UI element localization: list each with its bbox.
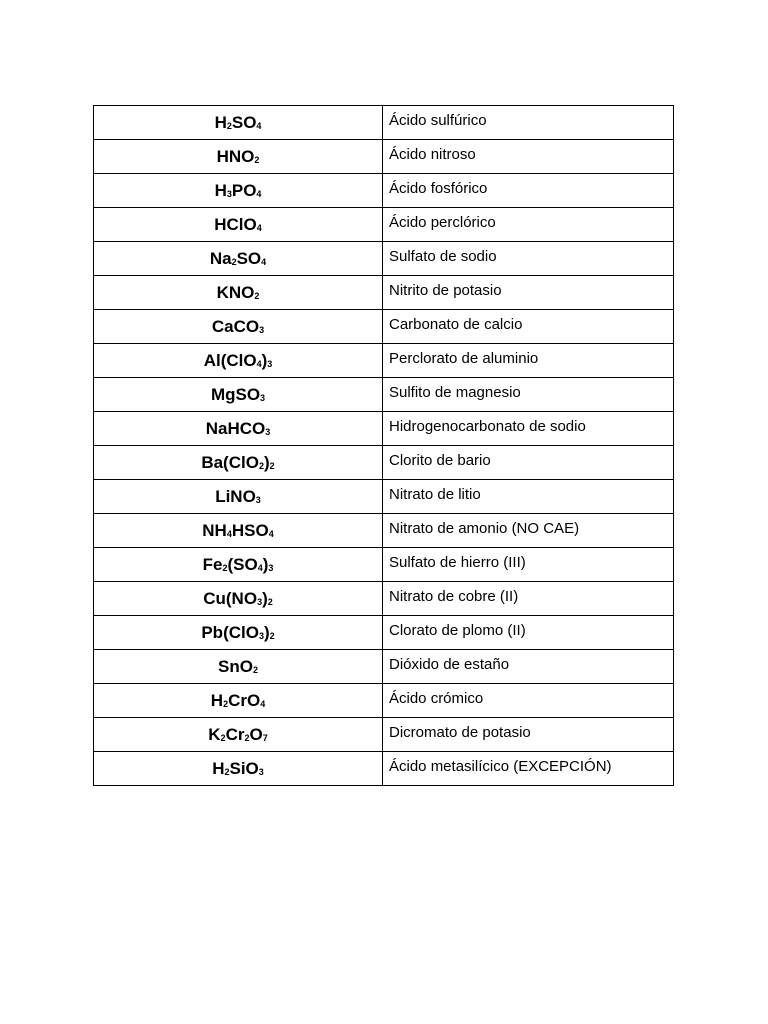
formula-cell (94, 616, 383, 650)
compound-name-cell: Ácido fosfórico (383, 174, 674, 208)
formula-subscript: 2 (269, 630, 275, 641)
formula-text: KNO (216, 282, 255, 302)
table-row (94, 174, 674, 208)
formula-text: Ba(ClO (201, 452, 259, 472)
compound-name-cell: Dióxido de estaño (383, 650, 674, 684)
formula-text: H (212, 758, 225, 778)
formula-cell (94, 684, 383, 718)
compound-name-cell: Clorato de plomo (II) (383, 616, 674, 650)
formula-subscript: 3 (265, 426, 271, 437)
table-row (94, 242, 674, 276)
formula-subscript: 3 (257, 596, 263, 607)
table-row (94, 480, 674, 514)
formula-subscript: 4 (256, 358, 262, 369)
compound-name-cell: Dicromato de potasio (383, 718, 674, 752)
compound-name-cell: Nitrato de cobre (II) (383, 582, 674, 616)
compound-name-cell: Ácido nitroso (383, 140, 674, 174)
formula-text: CrO (228, 690, 261, 710)
formula-text: HNO (216, 146, 255, 166)
document-page (93, 105, 673, 786)
formula-cell (94, 752, 383, 786)
compound-name-cell: Nitrato de amonio (NO CAE) (383, 514, 674, 548)
formula-cell (94, 242, 383, 276)
formula-text: Na (209, 248, 232, 268)
compound-name-cell: Ácido metasilícico (EXCEPCIÓN) (383, 752, 674, 786)
table-row (94, 276, 674, 310)
table-row (94, 684, 674, 718)
compound-name-cell: Ácido perclórico (383, 208, 674, 242)
formula-text: LiNO (215, 486, 256, 506)
formula-text: Pb(ClO (201, 622, 259, 642)
table-row (94, 548, 674, 582)
formula-subscript: 3 (260, 392, 266, 403)
chemistry-table (93, 105, 674, 786)
formula-subscript: 4 (257, 562, 263, 573)
formula-text: ) (262, 588, 268, 608)
formula-subscript: 2 (224, 766, 230, 777)
formula-subscript: 3 (267, 358, 273, 369)
formula-cell (94, 140, 383, 174)
formula-subscript: 4 (260, 698, 266, 709)
formula-cell (94, 378, 383, 412)
formula-text: HSO (231, 520, 269, 540)
table-row (94, 140, 674, 174)
formula-subscript: 4 (268, 528, 274, 539)
formula-subscript: 3 (255, 494, 261, 505)
formula-subscript: 2 (267, 596, 273, 607)
table-row (94, 514, 674, 548)
formula-subscript: 2 (254, 154, 260, 165)
table-row (94, 582, 674, 616)
table-row (94, 344, 674, 378)
compound-name-cell: Carbonato de calcio (383, 310, 674, 344)
formula-text: H (214, 112, 227, 132)
formula-cell (94, 446, 383, 480)
formula-subscript: 2 (222, 562, 228, 573)
formula-text: ) (263, 622, 270, 642)
formula-subscript: 7 (262, 732, 268, 743)
table-row (94, 412, 674, 446)
formula-text: PO (231, 180, 257, 200)
formula-subscript: 2 (244, 732, 250, 743)
formula-text: Fe (202, 554, 223, 574)
formula-cell (94, 548, 383, 582)
formula-cell (94, 650, 383, 684)
table-row (94, 106, 674, 140)
compound-name-cell: Nitrato de litio (383, 480, 674, 514)
formula-subscript: 2 (231, 256, 237, 267)
table-row (94, 378, 674, 412)
formula-text: K (208, 724, 221, 744)
formula-text: Al(ClO (203, 350, 257, 370)
formula-subscript: 2 (252, 664, 258, 675)
formula-text: (SO (227, 554, 258, 574)
formula-subscript: 4 (226, 528, 232, 539)
compound-name-cell: Hidrogenocarbonato de sodio (383, 412, 674, 446)
compound-name-cell: Sulfato de hierro (III) (383, 548, 674, 582)
formula-cell (94, 106, 383, 140)
formula-subscript: 2 (258, 460, 264, 471)
formula-subscript: 2 (223, 698, 229, 709)
formula-cell (94, 480, 383, 514)
formula-subscript: 4 (256, 120, 262, 131)
table-row (94, 446, 674, 480)
formula-text: HClO (214, 214, 257, 234)
formula-subscript: 3 (268, 562, 274, 573)
formula-text: SO (236, 248, 262, 268)
formula-text: H (210, 690, 224, 710)
formula-subscript: 2 (269, 460, 275, 471)
chemistry-table-body (94, 106, 674, 786)
formula-subscript: 3 (226, 188, 232, 199)
compound-name-cell: Ácido sulfúrico (383, 106, 674, 140)
formula-subscript: 2 (220, 732, 226, 743)
formula-text: NaHCO (205, 418, 266, 438)
formula-text: NH (202, 520, 227, 540)
formula-subscript: 2 (226, 120, 232, 131)
table-row (94, 310, 674, 344)
formula-subscript: 4 (256, 222, 262, 233)
formula-text: SO (231, 112, 257, 132)
formula-text: SiO (229, 758, 259, 778)
formula-cell (94, 514, 383, 548)
table-row (94, 650, 674, 684)
compound-name-cell: Nitrito de potasio (383, 276, 674, 310)
formula-text: SnO (218, 656, 253, 676)
table-row (94, 718, 674, 752)
formula-text: H (214, 180, 227, 200)
formula-text: MgSO (210, 384, 261, 404)
formula-subscript: 3 (258, 766, 264, 777)
formula-subscript: 3 (259, 324, 265, 335)
compound-name-cell: Ácido crómico (383, 684, 674, 718)
formula-cell (94, 276, 383, 310)
table-row (94, 208, 674, 242)
formula-text: ) (262, 554, 269, 574)
formula-subscript: 3 (258, 630, 264, 641)
compound-name-cell: Sulfato de sodio (383, 242, 674, 276)
formula-cell (94, 174, 383, 208)
compound-name-cell: Clorito de bario (383, 446, 674, 480)
formula-cell (94, 718, 383, 752)
formula-cell (94, 344, 383, 378)
formula-text: ) (263, 452, 270, 472)
formula-subscript: 4 (261, 256, 267, 267)
formula-cell (94, 582, 383, 616)
formula-cell (94, 208, 383, 242)
formula-text: Cu(NO (203, 588, 258, 608)
table-row (94, 616, 674, 650)
formula-text: O (249, 724, 263, 744)
formula-subscript: 4 (256, 188, 262, 199)
formula-cell (94, 310, 383, 344)
formula-subscript: 2 (254, 290, 260, 301)
formula-cell (94, 412, 383, 446)
formula-text: Cr (225, 724, 245, 744)
compound-name-cell: Perclorato de aluminio (383, 344, 674, 378)
compound-name-cell: Sulfito de magnesio (383, 378, 674, 412)
formula-text: CaCO (211, 316, 260, 336)
table-row (94, 752, 674, 786)
formula-text: ) (261, 350, 268, 370)
